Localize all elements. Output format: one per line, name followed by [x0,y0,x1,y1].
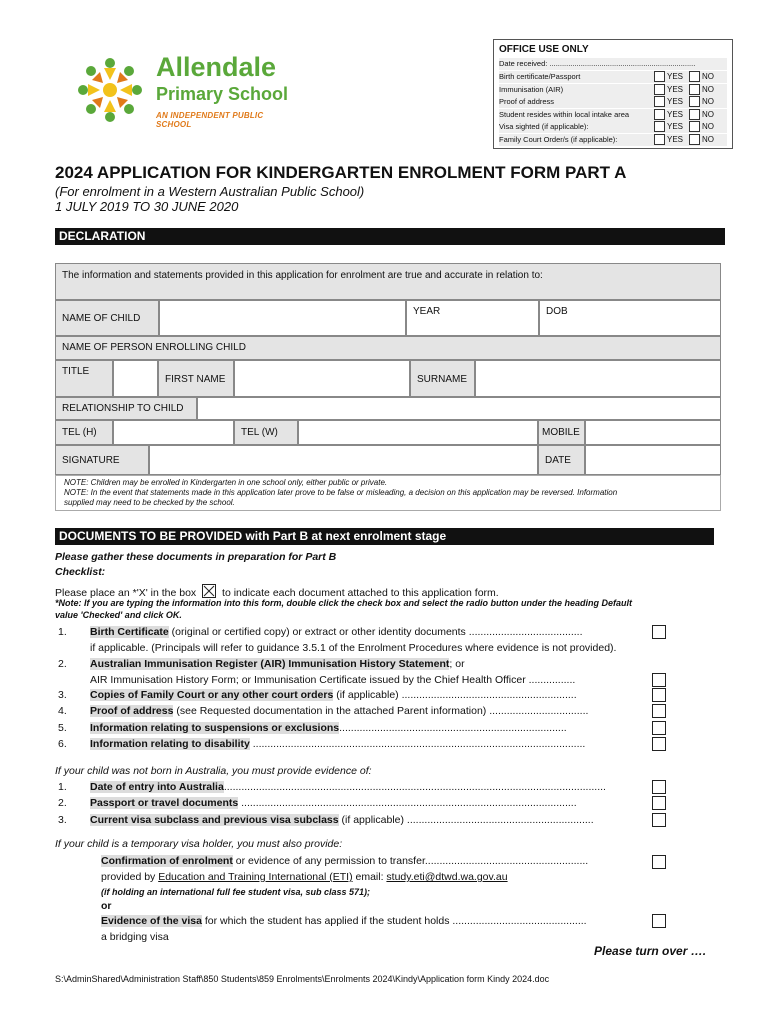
logo-tagline: AN INDEPENDENT PUBLIC SCHOOL [156,111,264,129]
office-use-title: OFFICE USE ONLY [499,44,589,55]
title-field[interactable] [113,360,158,397]
office-no-checkbox[interactable] [689,84,700,95]
mobile-label: MOBILE [542,427,580,438]
confirmation-text: or evidence of any permission to transfer........................................................ [232,855,589,867]
not-born-heading: If your child was not born in Australia, you must provide evidence of: [55,765,372,777]
checklist-item-checkbox[interactable] [652,737,666,751]
note-one-school: NOTE: Children may be enrolled in Kindergarten in one school only, either public or private. [64,478,388,487]
tel-w-field[interactable] [298,420,538,445]
person-enrolling-cell [55,336,721,360]
checklist-item [90,674,575,686]
born-item-number: 1. [58,781,67,793]
subtitle-date-range: 1 JULY 2019 TO 30 JUNE 2020 [55,199,239,214]
confirmation-checkbox[interactable] [652,855,666,869]
office-row-label: Proof of address [499,97,555,107]
checklist-item-checkbox[interactable] [652,704,666,718]
declaration-heading: DECLARATION [59,229,146,243]
place-x-instruction [55,582,499,599]
school-logo [70,50,290,130]
mobile-label-cell [538,420,585,445]
declaration-statement: The information and statements provided in this application for enrolment are true and accurate in relation to: [62,270,543,281]
office-no-label: NO [702,135,714,144]
office-no-checkbox[interactable] [689,96,700,107]
footer-file-path: S:\AdminShared\Administration Staff\850 Students\859 Enrolments\Enrolments 2024\Kindy\Application form Kindy 2024.doc [55,974,550,984]
year-field[interactable] [406,300,539,336]
date-label-cell [538,445,585,475]
please-turn-over: Please turn over …. [594,944,707,958]
or-text: or [101,900,112,912]
x-checkbox-example-icon [202,584,216,598]
office-row [499,96,727,108]
office-row [499,121,727,133]
office-row [499,109,727,121]
person-enrolling-label: NAME OF PERSON ENROLLING CHILD [62,342,246,353]
office-use-box [493,39,733,149]
temp-visa-heading: If your child is a temporary visa holder, you must also provide: [55,838,343,850]
year-label: YEAR [413,306,441,317]
mobile-field[interactable] [585,420,721,445]
tel-w-label-cell [234,420,298,445]
born-checklist-item [90,814,594,826]
checklist-item-checkbox[interactable] [652,673,666,687]
item-number: 3. [58,689,67,701]
signature-field[interactable] [149,445,538,475]
checklist-item-title: Copies of Family Court or any other court orders [90,689,334,701]
office-no-checkbox[interactable] [689,121,700,132]
checklist-item-text: AIR Immunisation History Form; or Immunisation Certificate issued by the Chief Health Officer ................ [90,674,576,686]
office-row-label: Family Court Order/s (if applicable): [499,135,618,144]
date-label: DATE [545,455,571,466]
tel-h-label: TEL (H) [62,427,97,438]
eti-link[interactable]: Education and Training International (ETI) [158,871,353,883]
born-checklist-item [90,781,606,793]
name-of-child-field[interactable] [159,300,406,336]
first-name-field[interactable] [234,360,410,397]
office-yes-label: YES [667,84,684,94]
office-row [499,84,727,96]
subtitle-school-type: (For enrolment in a Western Australian Public School) [55,184,365,199]
evidence-of-visa-checkbox[interactable] [652,914,666,928]
eti-email-link[interactable]: study.eti@dtwd.wa.gov.au [386,871,508,883]
evidence-of-visa-line [101,915,587,927]
born-item-text: (if applicable) ................................................................ [338,814,594,826]
surname-field[interactable] [475,360,721,397]
declaration-table [55,263,721,511]
office-date-row [499,58,727,70]
checklist-item-title: Birth Certificate [90,626,169,638]
checklist-item-text: .............................................................................. [339,722,567,734]
checklist-item [90,705,588,717]
intl-visa-note: (if holding an international full fee student visa, sub class 571); [101,887,371,897]
office-row-label: Birth certificate/Passport [499,72,581,81]
born-item-title: Passport or travel documents [90,797,239,809]
checklist-item [90,689,577,701]
office-no-checkbox[interactable] [689,134,700,145]
office-yes-checkbox[interactable] [654,71,665,82]
note-checked: supplied may need to be checked by the school. [64,498,235,507]
office-row [499,71,727,83]
office-no-label: NO [702,72,714,81]
checklist-item-text: (see Requested documentation in the attached Parent information) .................................. [173,705,589,717]
checklist-item-text: if applicable. (Principals will refer to guidance 3.5.1 of the Enrolment Procedures where evidence is not provided). [90,642,617,654]
checklist-item [90,722,567,734]
title-label: TITLE [62,366,90,377]
born-item-checkbox[interactable] [652,813,666,827]
office-yes-label: YES [667,97,684,107]
name-of-child-label-cell [55,300,159,336]
logo-name: Allendale [156,52,277,82]
born-item-text: ................................................................................................................................... [223,781,606,793]
item-number: 2. [58,658,67,670]
note-false-statements: NOTE: In the event that statements made in this application later prove to be false or misleading, a decision on this application may be reversed. Information [64,488,618,497]
dob-label: DOB [546,306,568,317]
item-number: 6. [58,738,67,750]
relationship-label-cell [55,397,197,420]
office-yes-checkbox[interactable] [654,109,665,120]
office-yes-checkbox[interactable] [654,96,665,107]
date-field[interactable] [585,445,721,475]
checklist-item [90,642,616,654]
checklist-item-checkbox[interactable] [652,721,666,735]
eti-provider-line [101,871,508,883]
typing-note-line1: *Note: If you are typing the information into this form, double click the check box and select the radio button under the heading Default [55,598,633,608]
born-item-checkbox[interactable] [652,796,666,810]
surname-label-cell [410,360,475,397]
gather-instruction: Please gather these documents in preparation for Part B [55,551,337,563]
checklist-item-text: (original or certified copy) or extract or other identity documents ....................................... [168,626,583,638]
checklist-heading: Checklist: [55,566,106,578]
name-of-child-label: NAME OF CHILD [62,313,141,324]
item-number: 5. [58,722,67,734]
checklist-item [90,738,585,750]
checklist-item-text: ; or [449,658,465,670]
office-no-label: NO [702,109,714,119]
declaration-statement-cell [55,263,721,300]
email-label: email: [352,871,387,883]
page-title: 2024 APPLICATION FOR KINDERGARTEN ENROLMENT FORM PART A [55,163,627,182]
office-yes-label: YES [667,72,684,81]
first-name-label: FIRST NAME [165,374,226,385]
office-row-label: Student resides within local intake area [499,109,630,119]
signature-label-cell [55,445,149,475]
office-no-checkbox[interactable] [689,71,700,82]
office-yes-checkbox[interactable] [654,84,665,95]
school-emblem-icon [70,50,150,130]
office-date-label: Date received: ...................................................................... [499,59,696,68]
checklist-item [90,658,465,670]
checklist-item-title: Proof of address [90,705,174,717]
office-row-label: Visa sighted (if applicable): [499,122,589,132]
confirmation-label: Confirmation of enrolment [101,855,233,867]
checklist-item-checkbox[interactable] [652,688,666,702]
checklist-item-title: Information relating to disability [90,738,250,750]
tel-w-label: TEL (W) [241,427,278,438]
place-x-pre: Please place an *'X' in the box [55,587,197,599]
office-yes-label: YES [667,135,684,144]
office-yes-checkbox[interactable] [654,134,665,145]
checklist-item-title: Australian Immunisation Register (AIR) Immunisation History Statement [90,658,450,670]
office-no-label: NO [702,84,714,94]
born-item-title: Current visa subclass and previous visa subclass [90,814,339,826]
office-no-label: NO [702,97,714,107]
typing-note-line2: value 'Checked' and click OK. [55,610,182,620]
declaration-bar [55,228,725,245]
born-checklist-item [90,797,577,809]
born-item-title: Date of entry into Australia [90,781,224,793]
checklist-item-checkbox[interactable] [652,625,666,639]
logo-subname: Primary School [156,84,289,104]
bridging-visa-text: a bridging visa [101,931,169,943]
documents-bar [55,528,714,545]
checklist-item [90,626,583,638]
office-yes-label: YES [667,109,684,119]
confirmation-of-enrolment-line [101,855,588,867]
surname-label: SURNAME [417,374,468,385]
place-x-post: to indicate each document attached to this application form. [222,587,499,599]
item-number: 1. [58,626,67,638]
checklist-item-title: Information relating to suspensions or exclusions [90,722,340,734]
born-item-text: ................................................................................................................... [238,797,577,809]
signature-label: SIGNATURE [62,455,120,466]
office-row [499,134,727,146]
first-name-label-cell [158,360,234,397]
provided-pre: provided by [101,871,159,883]
office-no-label: NO [702,122,714,132]
checklist-item-text: .................................................................................................................. [249,738,586,750]
tel-h-field[interactable] [113,420,234,445]
born-item-number: 2. [58,797,67,809]
born-item-number: 3. [58,814,67,826]
declaration-notes [55,475,721,511]
office-no-checkbox[interactable] [689,109,700,120]
documents-heading: DOCUMENTS TO BE PROVIDED with Part B at next enrolment stage [59,529,447,543]
office-yes-label: YES [667,122,684,132]
evidence-label: Evidence of the visa [101,915,202,927]
relationship-field[interactable] [197,397,721,420]
evidence-text: for which the student has applied if the student holds .............................................. [201,915,587,927]
office-yes-checkbox[interactable] [654,121,665,132]
checklist-item-text: (if applicable) ............................................................ [333,689,577,701]
title-label-cell [55,360,113,397]
born-item-checkbox[interactable] [652,780,666,794]
office-row-label: Immunisation (AIR) [499,84,564,94]
item-number: 4. [58,705,67,717]
tel-h-label-cell [55,420,113,445]
dob-field[interactable] [539,300,721,336]
relationship-label: RELATIONSHIP TO CHILD [62,403,184,414]
